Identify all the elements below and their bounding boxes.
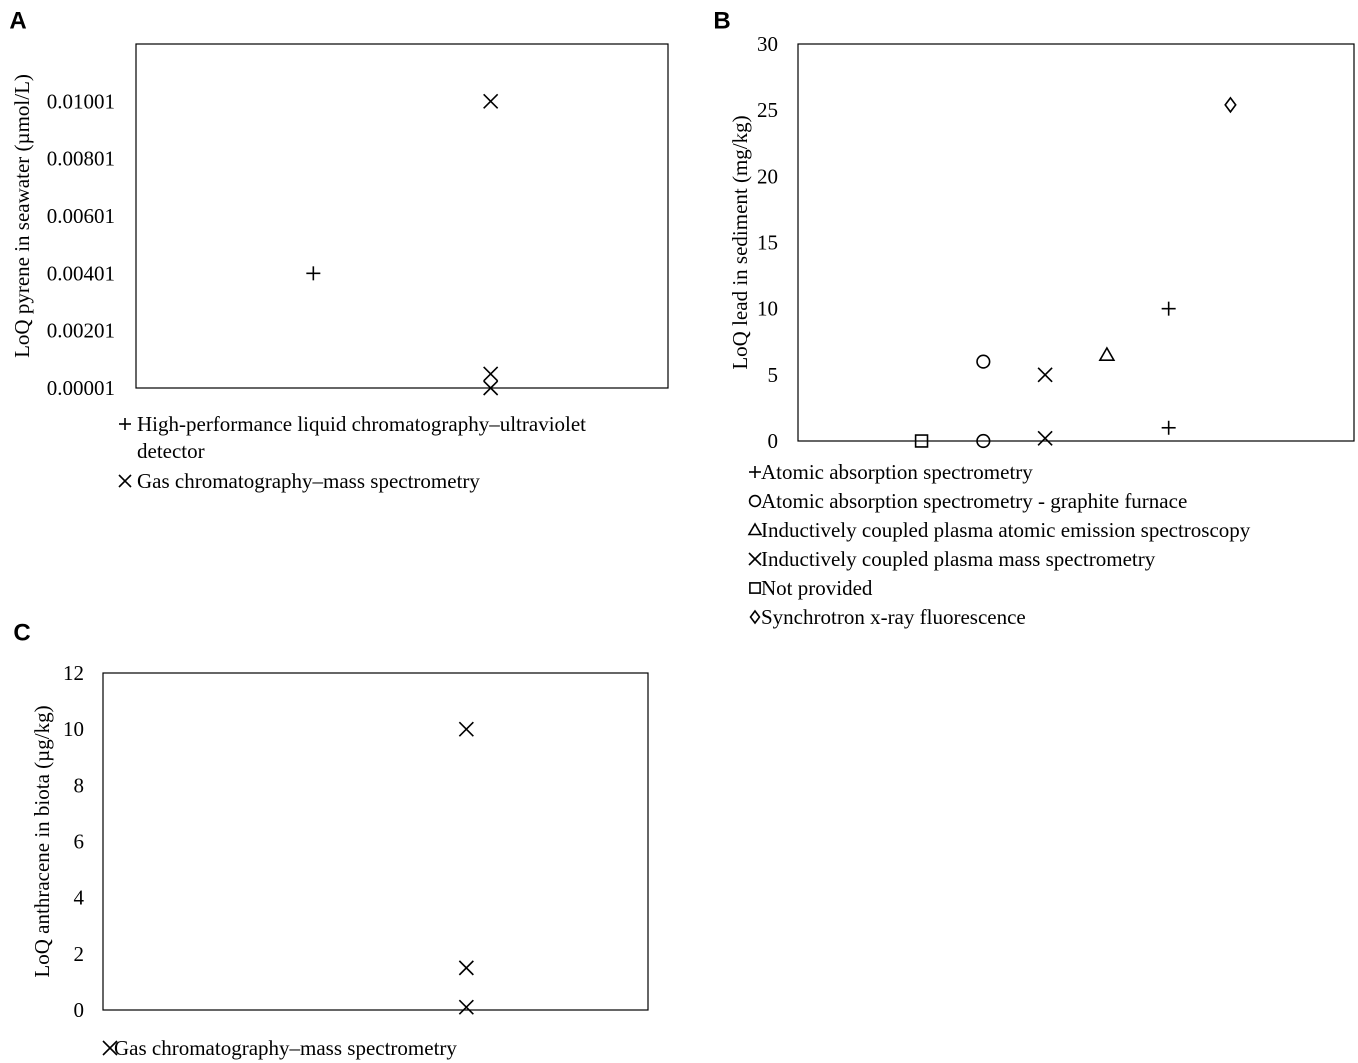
y-tick-label: 12 bbox=[63, 661, 84, 685]
y-tick-label: 5 bbox=[767, 362, 778, 387]
data-point-cross bbox=[459, 722, 473, 736]
data-point-cross bbox=[1038, 431, 1052, 445]
panel-letter: A bbox=[9, 7, 27, 35]
legend-marker-circle bbox=[750, 496, 761, 507]
panel-letter: C bbox=[13, 619, 31, 647]
y-tick-label: 0 bbox=[767, 429, 778, 453]
chart-panel-c bbox=[13, 619, 648, 1060]
y-tick-label: 0.00801 bbox=[46, 146, 115, 171]
legend-marker-cross bbox=[749, 553, 761, 565]
y-tick-label: 6 bbox=[73, 829, 84, 854]
y-tick-label: 0.01001 bbox=[46, 89, 115, 114]
legend-marker-plus bbox=[749, 466, 761, 478]
legend-item bbox=[750, 576, 873, 600]
chart-panel-b bbox=[713, 7, 1354, 629]
legend-item bbox=[119, 469, 480, 493]
legend-item bbox=[103, 1036, 457, 1060]
data-point-cross bbox=[1038, 368, 1052, 382]
y-tick-label: 0.00201 bbox=[46, 318, 115, 343]
legend-label: Inductively coupled plasma atomic emission spectroscopy bbox=[761, 518, 1251, 542]
plot-area bbox=[136, 44, 668, 388]
data-point-plus bbox=[306, 266, 320, 280]
panel-letter: B bbox=[713, 7, 731, 35]
plot-area bbox=[103, 673, 648, 1010]
y-tick-label: 15 bbox=[757, 230, 778, 255]
y-tick-label: 20 bbox=[757, 164, 778, 189]
data-point-triangle bbox=[1100, 348, 1114, 360]
data-point-plus bbox=[1162, 421, 1176, 435]
y-tick-label: 25 bbox=[757, 98, 778, 123]
legend-label: Synchrotron x-ray fluorescence bbox=[761, 605, 1026, 629]
legend bbox=[749, 460, 1251, 629]
legend-label: Not provided bbox=[761, 576, 873, 600]
legend bbox=[103, 1036, 457, 1060]
legend-item bbox=[751, 605, 1026, 629]
y-tick-label: 2 bbox=[73, 941, 84, 966]
data-point-diamond bbox=[1225, 98, 1236, 112]
y-tick-label: 30 bbox=[757, 32, 778, 56]
legend-marker-plus bbox=[119, 418, 131, 430]
legend-item bbox=[749, 547, 1156, 571]
legend-label: detector bbox=[137, 439, 205, 463]
legend-label: Atomic absorption spectrometry bbox=[761, 460, 1033, 484]
legend-item bbox=[749, 460, 1033, 484]
y-tick-label: 10 bbox=[757, 296, 778, 321]
y-axis-title: LoQ pyrene in seawater (µmol/L) bbox=[10, 74, 34, 358]
data-point-cross bbox=[459, 961, 473, 975]
legend-label: Atomic absorption spectrometry - graphite furnace bbox=[761, 489, 1188, 513]
y-axis-title: LoQ anthracene in biota (µg/kg) bbox=[30, 705, 54, 978]
y-tick-label: 0.00001 bbox=[46, 376, 115, 400]
legend bbox=[119, 412, 586, 493]
data-point-plus bbox=[1162, 302, 1176, 316]
y-tick-label: 10 bbox=[63, 717, 84, 742]
y-tick-label: 0 bbox=[73, 998, 84, 1022]
legend-label: Gas chromatography–mass spectrometry bbox=[114, 1036, 457, 1060]
y-tick-label: 8 bbox=[73, 773, 84, 798]
legend-marker-triangle bbox=[749, 524, 761, 535]
legend-item bbox=[119, 412, 586, 463]
legend-marker-diamond bbox=[751, 611, 760, 623]
legend-marker-cross bbox=[119, 475, 131, 487]
legend-item bbox=[750, 489, 1188, 513]
data-point-cross bbox=[484, 94, 498, 108]
legend-label: High-performance liquid chromatography–ultraviolet bbox=[137, 412, 587, 436]
y-axis-title: LoQ lead in sediment (mg/kg) bbox=[728, 115, 752, 370]
legend-marker-square bbox=[750, 583, 760, 593]
legend-label: Gas chromatography–mass spectrometry bbox=[137, 469, 480, 493]
plot-area bbox=[798, 44, 1354, 441]
data-point-circle bbox=[977, 355, 990, 368]
y-tick-label: 4 bbox=[73, 885, 84, 910]
legend-label: Inductively coupled plasma mass spectrometry bbox=[761, 547, 1156, 571]
legend-item bbox=[749, 518, 1251, 542]
data-point-cross bbox=[459, 1000, 473, 1014]
data-point-cross bbox=[484, 367, 498, 381]
chart-panel-a bbox=[9, 7, 668, 493]
y-tick-label: 0.00601 bbox=[46, 204, 115, 228]
y-tick-label: 0.00401 bbox=[46, 261, 115, 286]
